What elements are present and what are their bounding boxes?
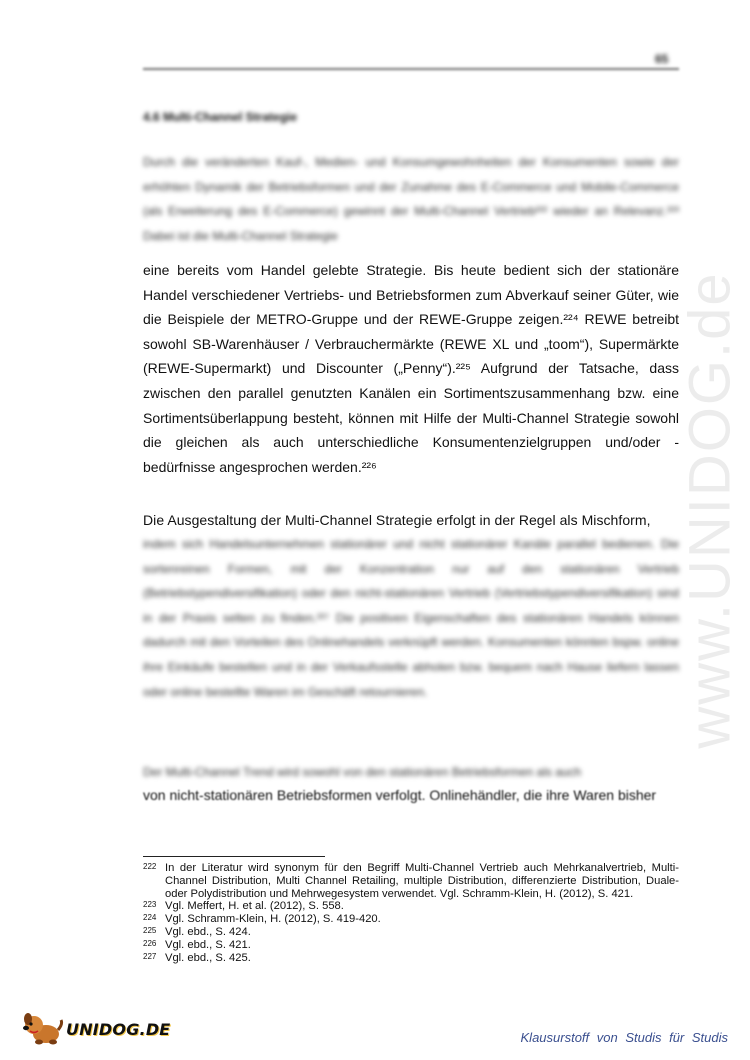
footnote: [143, 900, 679, 913]
watermark-text: www.UNIDOG.de: [677, 271, 743, 749]
footnote: [143, 926, 679, 939]
footnotes: [143, 862, 679, 964]
paragraph-3-blurred: Der Multi-Channel Trend wird sowohl von den stationären Betriebsformen als auch: [143, 765, 582, 779]
footnote-number: 224: [143, 913, 157, 923]
paragraph-1-text: eine bereits vom Handel gelebte Strategie. Bis heute bedient sich der stationäre Handel verschiedener Vertriebs- und Betriebsformen zum Abverkauf seiner Güter, wie die Beispiele der METRO-Gruppe und der REWE-Gruppe zeigen.²²⁴ REWE betreibt sowohl SB-Warenhäuser / Verbrauchermärkte (REWE XL und „toom“), Supermärkte (REWE-Supermarkt) und Discounter („Penny“).²²⁵ Aufgrund der Tatsache, dass zwischen den parallel genutzten Kanälen ein Sortimentszusammenhang bzw. eine Sortimentsüberlappung besteht, können mit Hilfe der Multi-Channel Strategie sowohl die gleichen als auch unterschiedliche Konsumentenzielgruppen und/oder -bedürfnisse angesprochen werden.²²⁶: [143, 262, 679, 475]
footnote-number: 226: [143, 938, 157, 948]
paragraph-3-cut-line: von nicht-stationären Betriebsformen verfolgt. Onlinehändler, die ihre Waren bisher: [143, 787, 657, 803]
footnote-text: Vgl. ebd., S. 424.: [165, 925, 251, 938]
footnote-text: In der Literatur wird synonym für den Begriff Multi-Channel Vertrieb auch Mehrkanalvertrieb, Multi-Channel Distribution, Multi Channel Retailing, multiple Distribution, differenzierte Distribution, Duale- oder Polydistribution und Mehrwegesystem verwendet. Vgl. Schramm-Klein, H. (2012), S. 421.: [165, 862, 679, 900]
footnote-number: 222: [143, 862, 157, 871]
paragraph-1-blurred: Durch die veränderten Kauf-, Medien- und Konsumgewohnheiten der Konsumenten sowie der erhöhten Dynamik der Betriebsformen und der Zunahme des E-Commerce und Mobile-Commerce (als Erweiterung des E-Commerce) gewinnt der Multi-Channel Vertrieb²²² wieder an Relevanz.²²³ Dabei ist die Multi-Channel Strategie: [143, 155, 679, 243]
footnote-number: 223: [143, 900, 157, 910]
paragraph-2-blurred: indem sich Handelsunternehmen stationärer und nicht stationärer Kanäle parallel bedienen. Die sortenreinen Formen, mit der Konzentration nur auf den stationären Vertrieb (Betriebstypendiversifikation) oder den nicht-stationären Vertrieb (Vertriebstypendiversifikation) sind in der Praxis selten zu finden.²²⁷ Die positiven Eigenschaften des stationären Handels können dadurch mit den Vorteilen des Onlinehandels verknüpft werden. Konsumenten könnten bspw. online ihre Einkäufe bestellen und in der Verkaufsstelle abholen bzw. bequem nach Hause liefern lassen oder online bestellte Waren im Geschäft retournieren.: [143, 537, 679, 699]
paragraph-1-visible: [143, 258, 679, 479]
page-number: 65: [655, 52, 669, 66]
footnote-number: 227: [143, 951, 157, 961]
footnote-text: Vgl. ebd., S. 425.: [165, 951, 251, 964]
footnote-rule: [143, 856, 325, 857]
footnote-text: Vgl. Schramm-Klein, H. (2012), S. 419-420.: [165, 913, 381, 926]
paragraph-2-first-line: Die Ausgestaltung der Multi-Channel Strategie erfolgt in der Regel als Mischform,: [143, 512, 651, 528]
footnote-text: Vgl. Meffert, H. et al. (2012), S. 558.: [165, 900, 344, 913]
header-rule: [143, 68, 679, 70]
dog-icon: [22, 1012, 64, 1046]
section-heading: 4.6 Multi-Channel Strategie: [143, 110, 298, 124]
footnote: [143, 862, 679, 900]
footnote-text: Vgl. ebd., S. 421.: [165, 938, 251, 951]
unidog-logo[interactable]: [22, 1012, 170, 1046]
footnote: [143, 939, 679, 952]
footnote: [143, 913, 679, 926]
logo-text: UNIDOG.DE: [66, 1019, 171, 1039]
footer-slogan: Klausurstoff von Studis für Studis: [520, 1030, 728, 1045]
footnote: [143, 952, 679, 965]
footnote-number: 225: [143, 925, 157, 935]
